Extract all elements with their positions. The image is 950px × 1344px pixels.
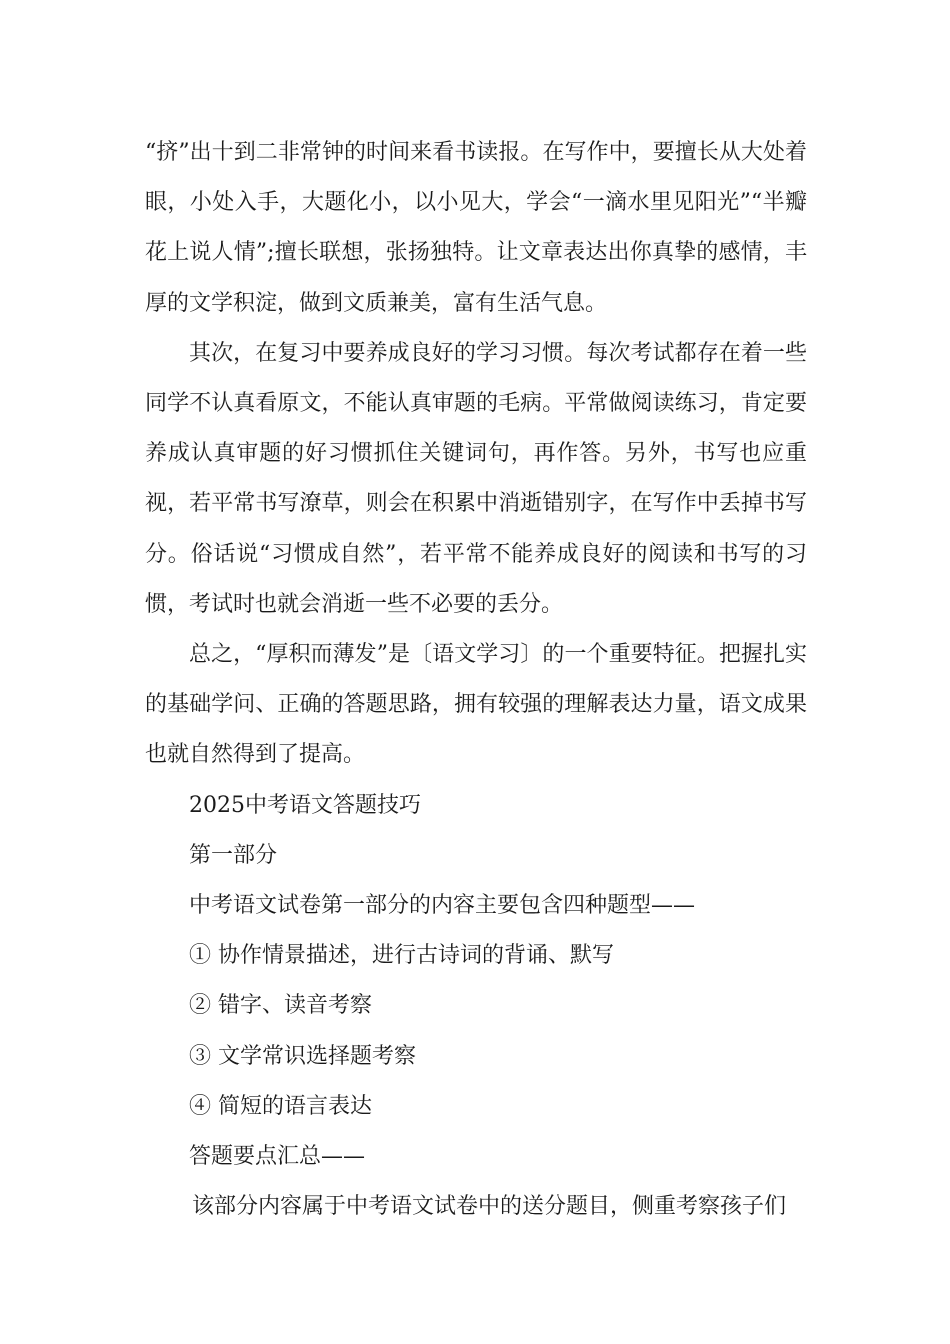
paragraph-study-habits: 其次，在复习中要养成良好的学习习惯。每次考试都存在着一些同学不认真看原文，不能认真审题的毛病。平常做阅读练习，肯定要养成认真审题的好习惯抓住关键词句，再作答。另外，书写也应重视，若平常书写潦草，则会在积累中消逝错别字，在写作中丢掉书写分。俗话说“习惯成自然”，若平常不能养成良好的阅读和书写的习惯，考试时也就会消逝一些不必要的丢分。: [145, 340, 807, 617]
list-item: ② 错字、读音考察: [189, 993, 372, 1019]
paragraph-reading-writing: “挤”出十到二非常钟的时间来看书读报。在写作中，要擅长从大处着眼，小处入手，大题化小，以小见大，学会“一滴水里见阳光”“半瓣花上说人情”;擅长联想，张扬独特。让文章表达出你真挚的感情，丰厚的文学积淀，做到文质兼美，富有生活气息。: [145, 140, 807, 316]
part-intro: 中考语文试卷第一部分的内容主要包含四种题型——: [189, 893, 696, 919]
paragraph-conclusion: 总之，“厚积而薄发”是〔语文学习〕的一个重要特征。把握扎实的基础学问、正确的答题思路，拥有较强的理解表达力量，语文成果也就自然得到了提高。: [145, 642, 807, 768]
paragraph-part-description: 该部分内容属于中考语文试卷中的送分题目，侧重考察孩子们: [192, 1194, 787, 1220]
list-item: ③ 文学常识选择题考察: [189, 1043, 416, 1069]
document-body: [145, 128, 807, 1232]
answer-points-heading: 答题要点汇总——: [189, 1144, 366, 1170]
part-heading: 第一部分: [189, 842, 278, 868]
list-item: ④ 简短的语言表达: [189, 1093, 372, 1119]
list-item: ① 协作情景描述，进行古诗词的背诵、默写: [189, 943, 614, 969]
section-title: 2025中考语文答题技巧: [189, 792, 421, 818]
